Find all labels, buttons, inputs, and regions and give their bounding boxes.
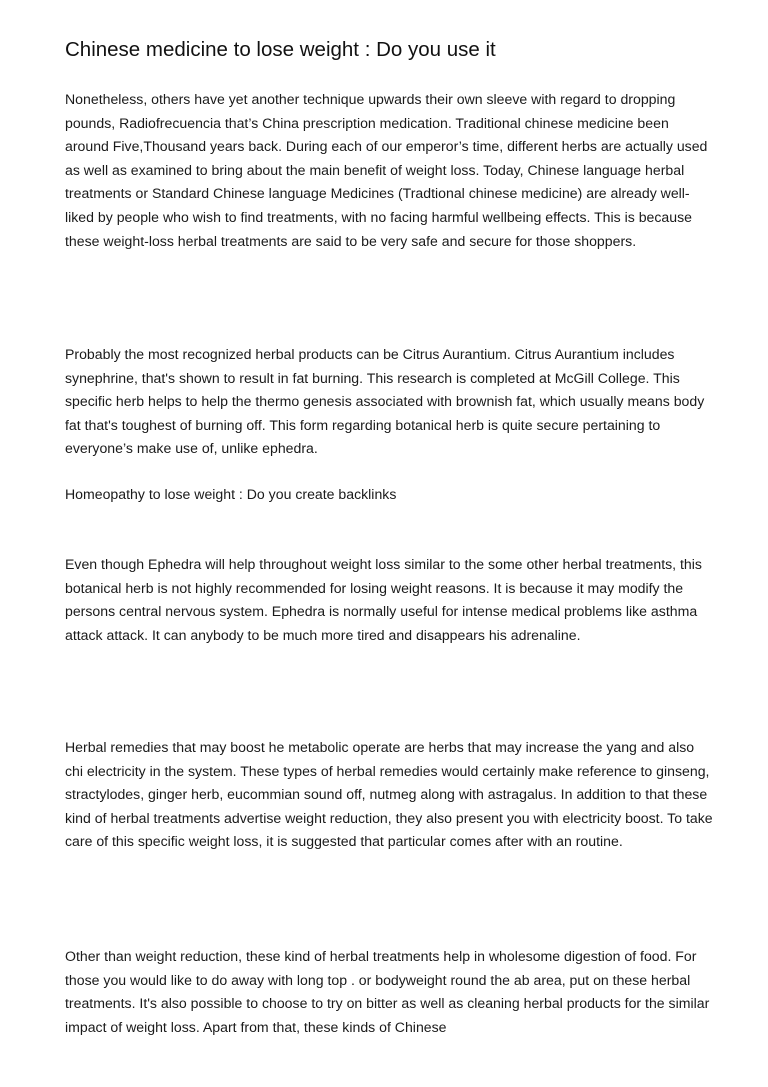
paragraph-intro: Nonetheless, others have yet another technique upwards their own sleeve with regard to dropping pounds, Radiofrecuencia that’s China prescription medication. Traditional chinese medicine been around Five,Thousand years back. During each of our emperor’s time, different herbs are actually used as well as examined to bring about the main benefit of weight loss. Today, Chinese language herbal treatments or Standard Chinese language Medicines (Tradtional chinese medicine) are already well-liked by people who wish to find treatments, with no facing harmful wellbeing effects. This is because these weight-loss herbal treatments are said to be very safe and secure for those shoppers.: [65, 91, 708, 249]
paragraph-metabolic-herbs: Herbal remedies that may boost he metabolic operate are herbs that may increase the yang and also chi electricity in the system. These types of herbal remedies would certainly make reference to ginseng, stractylodes, ginger herb, eucommian sound off, nutmeg along with astragalus. In addition to that these kind of herbal treatments advertise weight reduction, they also present you with electricity boost. To take care of this specific weight loss, it is suggested that particular comes after with an routine.: [65, 739, 713, 850]
document-page: [65, 36, 715, 1035]
paragraph-digestion: Other than weight reduction, these kind of herbal treatments help in wholesome digestion of food. For those you would like to do away with long top . or bodyweight round the ab area, put on these herbal treatments. It's also possible to choose to try on bitter as well as cleaning herbal products for the similar impact of weight loss. Apart from that, these kinds of Chinese: [65, 948, 710, 1035]
document-title: Chinese medicine to lose weight : Do you use it: [65, 38, 496, 61]
paragraph-citrus-aurantium: Probably the most recognized herbal products can be Citrus Aurantium. Citrus Aurantium includes synephrine, that's shown to result in fat burning. This research is completed at McGill College. This specific herb helps to help the thermo genesis associated with brownish fat, which usually means body fat that's toughest of burning off. This form regarding botanical herb is quite secure pertaining to everyone’s make use of, unlike ephedra.: [65, 346, 705, 457]
paragraph-ephedra: Even though Ephedra will help throughout weight loss similar to the some other herbal treatments, this botanical herb is not highly recommended for losing weight reasons. It is because it may modify the persons central nervous system. Ephedra is normally useful for intense medical problems like asthma attack attack. It can anybody to be much more tired and disappears his adrenaline.: [65, 556, 702, 643]
subheading-homeopathy: Homeopathy to lose weight : Do you create backlinks: [65, 486, 397, 502]
